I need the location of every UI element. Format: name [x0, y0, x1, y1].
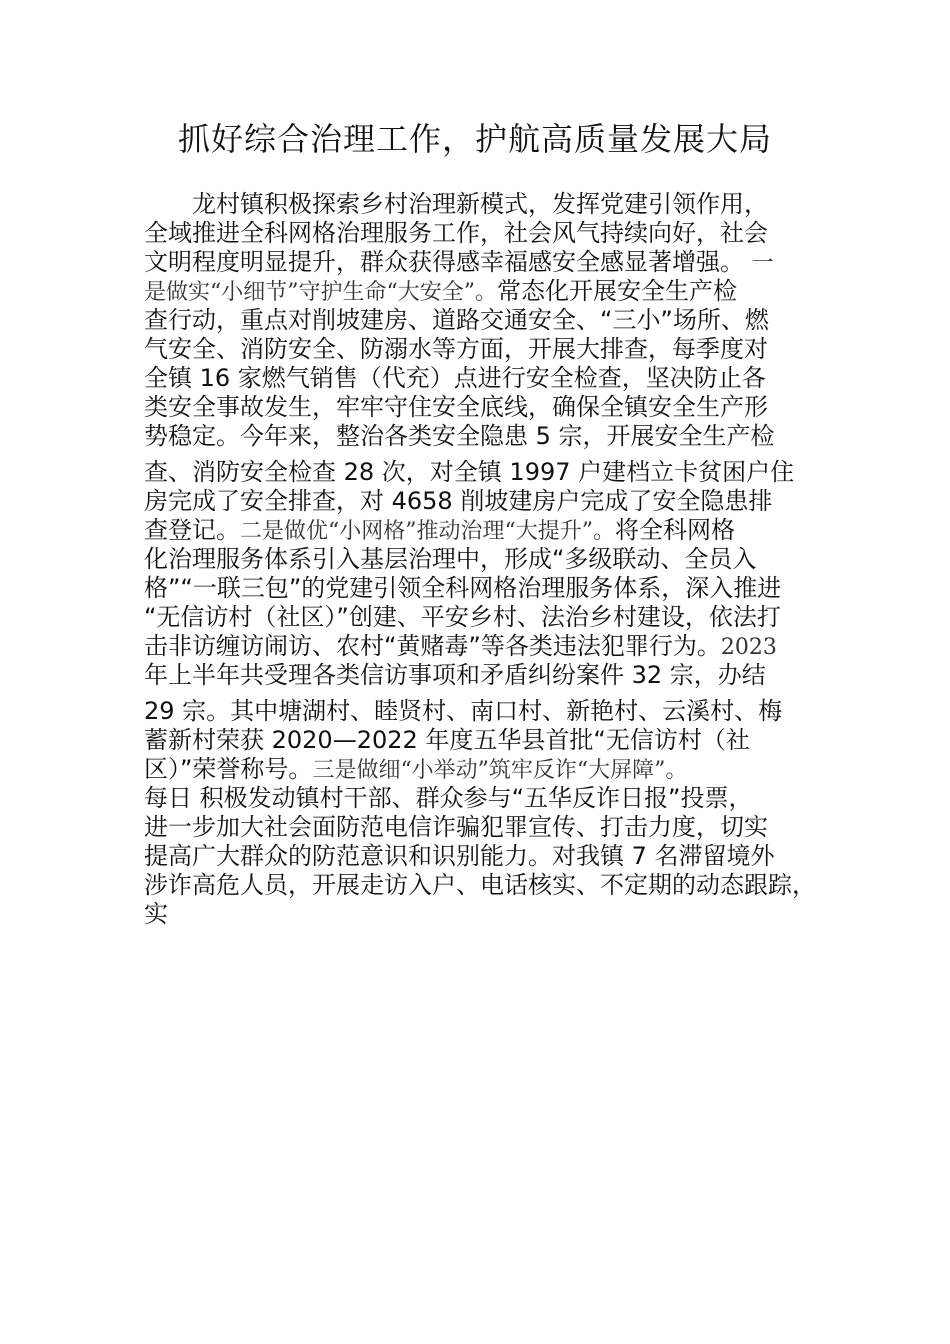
body-line — [144, 661, 834, 690]
body-line — [144, 900, 834, 929]
text-run: 29 宗。其中塘湖村、睦贤村、南口村、新艳村、云溪村、梅 — [144, 697, 783, 725]
text-run: 房完成了安全排查，对 4658 削坡建房户完成了安全隐患排 — [144, 487, 773, 515]
body-line — [144, 277, 834, 306]
text-run: 势稳定。今年来，整治各类安全隐患 5 宗，开展安全生产检 — [144, 422, 775, 450]
text-run: 全镇 16 家燃气销售（代充）点进行安全检查，坚决防止各 — [144, 364, 766, 392]
text-run: 一 — [751, 251, 774, 276]
body-line — [144, 755, 834, 784]
text-run: 龙村镇积极探索乡村治理新模式，发挥党建引领作用， — [192, 190, 768, 218]
body-line — [144, 697, 834, 726]
text-run: 查、消防安全检查 28 次，对全镇 1997 户建档立卡贫困户住 — [144, 458, 795, 486]
text-run: 查行动，重点对削坡建房、道路交通安全、“三小”场所、燃 — [144, 306, 769, 334]
text-run: 常态化开展安全生产检 — [497, 277, 737, 305]
body-line — [144, 632, 834, 661]
text-run: 文明程度明显提升，群众获得感幸福感安全感显著增强。 — [144, 248, 744, 276]
section-heading: 二是做优“小网格”推动治理“大提升”。 — [240, 519, 615, 544]
document-title: 抓好综合治理工作，护航高质量发展大局 — [177, 120, 772, 158]
body-line — [144, 306, 834, 335]
body-line — [144, 393, 834, 422]
text-run: 每日 积极发动镇村干部、群众参与“五华反诈日报”投票， — [144, 784, 753, 812]
text-run: 2023 — [720, 635, 777, 660]
text-run: 格”“一联三包”的党建引领全科网格治理服务体系，深入推进 — [144, 574, 782, 602]
text-run: 提高广大群众的防范意识和识别能力。对我镇 7 名滞留境外 — [144, 842, 775, 870]
body-line — [144, 516, 834, 545]
text-run: 全域推进全科网格治理服务工作，社会风气持续向好，社会 — [144, 219, 768, 247]
body-line — [144, 422, 834, 451]
body-line — [144, 190, 834, 219]
text-run: 击非访缠访闹访、农村“黄赌毒”等各类违法犯罪行为。 — [144, 632, 721, 660]
text-run: 实 — [144, 900, 168, 928]
body-line — [144, 842, 834, 871]
text-run: “无信访村（社区）”创建、平安乡村、法治乡村建设，依法打 — [144, 603, 781, 631]
body-line — [144, 458, 834, 487]
body-line — [144, 603, 834, 632]
body-line — [144, 574, 834, 603]
document-body — [144, 190, 834, 929]
section-heading: 三是做细“小举动”筑牢反诈“大屏障”。 — [312, 758, 688, 783]
body-line — [144, 726, 834, 755]
text-run: 年上半年共受理各类信访事项和矛盾纠纷案件 32 宗，办结 — [144, 661, 766, 689]
text-run: 化治理服务体系引入基层治理中，形成“多级联动、全员入 — [144, 545, 757, 573]
body-line — [144, 248, 834, 277]
text-run: 将全科网格 — [615, 516, 735, 544]
text-run: 查登记。 — [144, 516, 240, 544]
body-line — [144, 487, 834, 516]
text-run: 涉诈高危人员，开展走访入户、电话核实、不定期的动态跟踪， — [144, 871, 816, 899]
text-run: 类安全事故发生，牢牢守住安全底线，确保全镇安全生产形 — [144, 393, 768, 421]
body-line — [144, 784, 834, 813]
body-line — [144, 871, 834, 900]
body-line — [144, 364, 834, 393]
text-run: 蓄新村荣获 2020—2022 年度五华县首批“无信访村（社 — [144, 726, 750, 754]
body-line — [144, 813, 834, 842]
body-line — [144, 545, 834, 574]
text-run: 进一步加大社会面防范电信诈骗犯罪宣传、打击力度，切实 — [144, 813, 768, 841]
text-run: 气安全、消防安全、防溺水等方面，开展大排查，每季度对 — [144, 335, 768, 363]
body-line — [144, 335, 834, 364]
section-heading: 是做实“小细节”守护生命“大安全”。 — [144, 280, 497, 305]
text-run: 区）”荣誉称号。 — [144, 755, 313, 783]
body-line — [144, 219, 834, 248]
